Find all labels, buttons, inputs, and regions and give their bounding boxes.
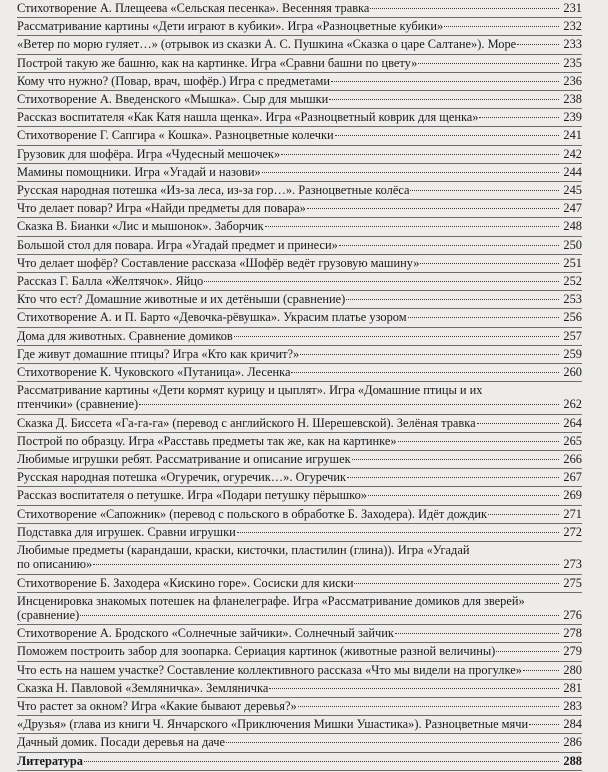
row-divider	[17, 163, 582, 164]
toc-page-number: 272	[563, 524, 582, 539]
dot-leader	[93, 564, 559, 565]
toc-page-number: 266	[563, 452, 582, 467]
toc-entry-title: Инсценировка знакомых потешек на фланелеграфе. Игра «Рассматривание домиков для зверей»	[17, 593, 525, 608]
dot-leader	[347, 477, 559, 478]
row-divider	[17, 145, 582, 146]
toc-entry	[17, 576, 582, 593]
dot-leader	[496, 651, 559, 652]
dot-leader	[300, 354, 559, 355]
toc-entry	[17, 92, 582, 109]
toc-page-number: 273	[563, 557, 582, 572]
toc-entry-title: Большой стол для повара. Игра «Угадай предмет и принеси»	[17, 237, 338, 252]
dot-leader	[269, 688, 559, 689]
toc-entry	[17, 37, 582, 54]
toc-entry	[17, 699, 582, 716]
toc-page-number: 250	[563, 237, 582, 252]
row-divider	[17, 290, 582, 291]
row-divider	[17, 108, 582, 109]
toc-entry	[17, 416, 582, 433]
dot-leader	[291, 372, 559, 373]
toc-entry	[17, 365, 582, 382]
toc-entry-title: Стихотворение Г. Сапгира « Кошка». Разноцветные колечки	[17, 128, 334, 143]
toc-page-number: 271	[563, 506, 582, 521]
row-divider	[17, 432, 582, 433]
row-divider	[17, 17, 582, 18]
toc-entry-title: «Ветер по морю гуляет…» (отрывок из сказки А. С. Пушкина «Сказка о царе Салтане»). Море	[17, 37, 517, 52]
toc-page-number: 278	[563, 626, 582, 641]
toc-page-number: 264	[563, 415, 582, 430]
toc-entry	[17, 147, 582, 164]
dot-leader	[237, 532, 559, 533]
dot-leader	[204, 281, 559, 282]
dot-leader	[420, 263, 559, 264]
row-divider	[17, 574, 582, 575]
toc-entry	[17, 56, 582, 73]
toc-entry	[17, 310, 582, 327]
toc-entry-title: Русская народная потешка «Из-за леса, из-за гор…». Разноцветные колёса	[17, 183, 410, 198]
row-divider	[17, 770, 582, 771]
toc-entry	[17, 525, 582, 542]
toc-entry-title: Мамины помощники. Игра «Угадай и назови»	[17, 164, 261, 179]
toc-page-number: 231	[563, 1, 582, 15]
row-divider	[17, 54, 582, 55]
table-of-contents	[17, 1, 582, 772]
row-divider	[17, 199, 582, 200]
toc-page-number: 244	[563, 164, 582, 179]
dot-leader	[262, 172, 559, 173]
toc-entry	[17, 292, 582, 309]
toc-entry-title: Грузовик для шофёра. Игра «Чудесный мешочек»	[17, 146, 281, 161]
toc-entry-title: Любимые предметы (карандаши, краски, кисточки, пластилин (глина)). Игра «Угадай	[17, 543, 470, 558]
toc-entry	[17, 347, 582, 364]
dot-leader	[234, 336, 559, 337]
toc-page-number: 236	[563, 73, 582, 88]
row-divider	[17, 126, 582, 127]
row-divider	[17, 345, 582, 346]
row-divider	[17, 217, 582, 218]
toc-page-number: 239	[563, 110, 582, 125]
dot-leader	[517, 44, 559, 45]
toc-entry-title: Где живут домашние птицы? Игра «Кто как кричит?»	[17, 346, 300, 361]
toc-entry-title: Что растет за окном? Игра «Какие бывают деревья?»	[17, 698, 297, 713]
dot-leader	[488, 514, 559, 515]
toc-page-number: 235	[563, 55, 582, 70]
dot-leader	[479, 117, 559, 118]
toc-page-number: 233	[563, 37, 582, 52]
toc-entry-title: Что делает повар? Игра «Найди предметы для повара»	[17, 201, 306, 216]
toc-entry-title: по описанию»	[17, 557, 93, 572]
toc-entry-title: Рассказ воспитателя «Как Катя нашла щенка». Игра «Разноцветный коврик для щенка»	[17, 110, 479, 125]
row-divider	[17, 715, 582, 716]
dot-leader	[298, 706, 559, 707]
dot-leader	[410, 190, 559, 191]
toc-page-number: 238	[563, 92, 582, 107]
toc-entry-title: Стихотворение К. Чуковского «Путаница». Лесенка	[17, 365, 291, 380]
toc-page-number: 281	[563, 680, 582, 695]
row-divider	[17, 505, 582, 506]
toc-entry	[17, 238, 582, 255]
dot-leader	[398, 441, 559, 442]
toc-entry-title: Литература	[17, 753, 83, 768]
row-divider	[17, 733, 582, 734]
dot-leader	[80, 615, 559, 616]
toc-entry-title: Поможем построить забор для зоопарка. Сериация картинок (животные разной величины)	[17, 644, 496, 659]
dot-leader	[408, 317, 559, 318]
row-divider	[17, 381, 582, 382]
dot-leader	[265, 226, 559, 227]
row-divider	[17, 624, 582, 625]
row-divider	[17, 486, 582, 487]
toc-entry-title: Стихотворение А. Введенского «Мышка». Сыр для мышки	[17, 92, 329, 107]
toc-entry-title: Сказка Д. Биссета «Га-га-га» (перевод с английского Н. Шерешевской). Зелёная травка	[17, 415, 476, 430]
toc-page-number: 245	[563, 183, 582, 198]
row-divider	[17, 592, 582, 593]
toc-page-number: 242	[563, 146, 582, 161]
toc-page-number: 241	[563, 128, 582, 143]
toc-entry	[17, 1, 582, 18]
toc-entry	[17, 488, 582, 505]
toc-entry-title: Дачный домик. Посади деревья на даче	[17, 735, 226, 750]
toc-page-number: 253	[563, 292, 582, 307]
dot-leader	[335, 135, 559, 136]
toc-entry	[17, 274, 582, 291]
toc-entry	[17, 644, 582, 661]
toc-page-number: 257	[563, 328, 582, 343]
toc-entry	[17, 681, 582, 698]
dot-leader	[339, 245, 559, 246]
toc-entry-title: Что делает шофёр? Составление рассказа «Шофёр ведёт грузовую машину»	[17, 255, 420, 270]
toc-entry	[17, 717, 582, 734]
dot-leader	[331, 81, 559, 82]
toc-entry-title: птенчики» (сравнение)	[17, 397, 139, 412]
toc-entry-title: Рассматривание картины «Дети играют в кубики». Игра «Разноцветные кубики»	[17, 19, 444, 34]
toc-entry	[17, 128, 582, 145]
toc-page-number: 288	[563, 753, 582, 768]
row-divider	[17, 679, 582, 680]
toc-entry	[17, 201, 582, 218]
dot-leader	[352, 459, 559, 460]
toc-page-number: 256	[563, 310, 582, 325]
toc-entry	[17, 110, 582, 127]
toc-page-number: 248	[563, 219, 582, 234]
row-divider	[17, 468, 582, 469]
toc-page-number: 283	[563, 698, 582, 713]
toc-entry	[17, 183, 582, 200]
row-divider	[17, 272, 582, 273]
toc-entry-title: «Друзья» (глава из книги Ч. Янчарского «Приключения Мишки Ушастика»). Разноцветные мячи	[17, 717, 529, 732]
toc-entry	[17, 470, 582, 487]
toc-entry-title: Стихотворение А. Бродского «Солнечные зайчики». Солнечный зайчик	[17, 626, 394, 641]
toc-page-number: 265	[563, 433, 582, 448]
toc-entry	[17, 383, 582, 414]
toc-entry	[17, 452, 582, 469]
toc-page-number: 269	[563, 488, 582, 503]
row-divider	[17, 181, 582, 182]
toc-entry-title: Стихотворение «Сапожник» (перевод с польского в обработке Б. Заходера). Идёт дождик	[17, 506, 488, 521]
row-divider	[17, 363, 582, 364]
toc-entry-title: Рассказ воспитателя о петушке. Игра «Подари петушку пёрышко»	[17, 488, 367, 503]
toc-entry-title: Рассматривание картины «Дети кормят курицу и цыплят». Игра «Домашние птицы и их	[17, 383, 483, 398]
toc-page-number: 276	[563, 607, 582, 622]
toc-entry-title: Стихотворение А. и П. Барто «Девочка-рёвушка». Украсим платье узором	[17, 310, 407, 325]
toc-entry	[17, 507, 582, 524]
toc-entry-title: Сказка В. Бианки «Лис и мышонок». Заборчик	[17, 219, 264, 234]
dot-leader	[307, 208, 559, 209]
toc-entry-title: Построй такую же башню, как на картинке. Игра «Сравни башни по цвету»	[17, 55, 418, 70]
toc-entry	[17, 434, 582, 451]
toc-entry-literature	[17, 754, 582, 771]
toc-entry	[17, 594, 582, 625]
dot-leader	[354, 583, 559, 584]
row-divider	[17, 523, 582, 524]
toc-entry-title: Сказка Н. Павловой «Земляничка». Земляничка	[17, 680, 269, 695]
toc-entry	[17, 329, 582, 346]
toc-entry	[17, 74, 582, 91]
row-divider	[17, 541, 582, 542]
row-divider	[17, 697, 582, 698]
toc-entry	[17, 19, 582, 36]
toc-page-number: 247	[563, 201, 582, 216]
row-divider	[17, 236, 582, 237]
toc-entry-title: Кто что ест? Домашние животные и их детёныши (сравнение)	[17, 292, 346, 307]
row-divider	[17, 661, 582, 662]
toc-page-number: 267	[563, 470, 582, 485]
dot-leader	[370, 8, 559, 9]
toc-entry	[17, 626, 582, 643]
toc-page-number: 275	[563, 575, 582, 590]
dot-leader	[346, 299, 559, 300]
dot-leader	[395, 633, 559, 634]
toc-page-number: 280	[563, 662, 582, 677]
toc-page-number: 252	[563, 274, 582, 289]
toc-entry	[17, 543, 582, 574]
dot-leader	[281, 154, 559, 155]
dot-leader	[368, 495, 559, 496]
row-divider	[17, 642, 582, 643]
toc-page-number: 279	[563, 644, 582, 659]
toc-page-number: 260	[563, 365, 582, 380]
dot-leader	[523, 670, 559, 671]
toc-entry	[17, 219, 582, 236]
toc-page-number: 232	[563, 19, 582, 34]
row-divider	[17, 72, 582, 73]
toc-entry-title: Русская народная потешка «Огуречик, огуречик…». Огуречик	[17, 470, 347, 485]
toc-page-number: 284	[563, 717, 582, 732]
row-divider	[17, 90, 582, 91]
dot-leader	[444, 26, 559, 27]
toc-entry-title: Кому что нужно? (Повар, врач, шофёр.) Игра с предметами	[17, 73, 331, 88]
row-divider	[17, 450, 582, 451]
row-divider	[17, 308, 582, 309]
toc-page-number: 286	[563, 735, 582, 750]
row-divider	[17, 327, 582, 328]
dot-leader	[477, 423, 559, 424]
row-divider	[17, 254, 582, 255]
toc-page-number: 262	[563, 397, 582, 412]
toc-entry-title: Подставка для игрушек. Сравни игрушки	[17, 524, 236, 539]
dot-leader	[329, 99, 559, 100]
dot-leader	[84, 761, 559, 762]
toc-entry	[17, 165, 582, 182]
toc-page-number: 259	[563, 346, 582, 361]
toc-entry-title: Построй по образцу. Игра «Расставь предметы так же, как на картинке»	[17, 433, 397, 448]
toc-entry-title: Что есть на нашем участке? Составление коллективного рассказа «Что мы видели на прогулке»	[17, 662, 522, 677]
toc-entry	[17, 256, 582, 273]
toc-entry	[17, 663, 582, 680]
toc-entry-title: Стихотворение Б. Заходера «Кискино горе». Сосиски для киски	[17, 575, 354, 590]
toc-entry-title: Рассказ Г. Балла «Желтячок». Яйцо	[17, 274, 204, 289]
toc-entry-title: Любимые игрушки ребят. Рассматривание и описание игрушек	[17, 452, 351, 467]
toc-entry	[17, 735, 582, 752]
toc-entry-title: (сравнение)	[17, 607, 80, 622]
dot-leader	[529, 724, 559, 725]
row-divider	[17, 414, 582, 415]
dot-leader	[418, 63, 559, 64]
toc-entry-title: Дома для животных. Сравнение домиков	[17, 328, 233, 343]
dot-leader	[226, 742, 559, 743]
dot-leader	[139, 404, 559, 405]
toc-page-number: 251	[563, 255, 582, 270]
toc-entry-title: Стихотворение А. Плещеева «Сельская песенка». Весенняя травка	[17, 1, 370, 15]
row-divider	[17, 35, 582, 36]
